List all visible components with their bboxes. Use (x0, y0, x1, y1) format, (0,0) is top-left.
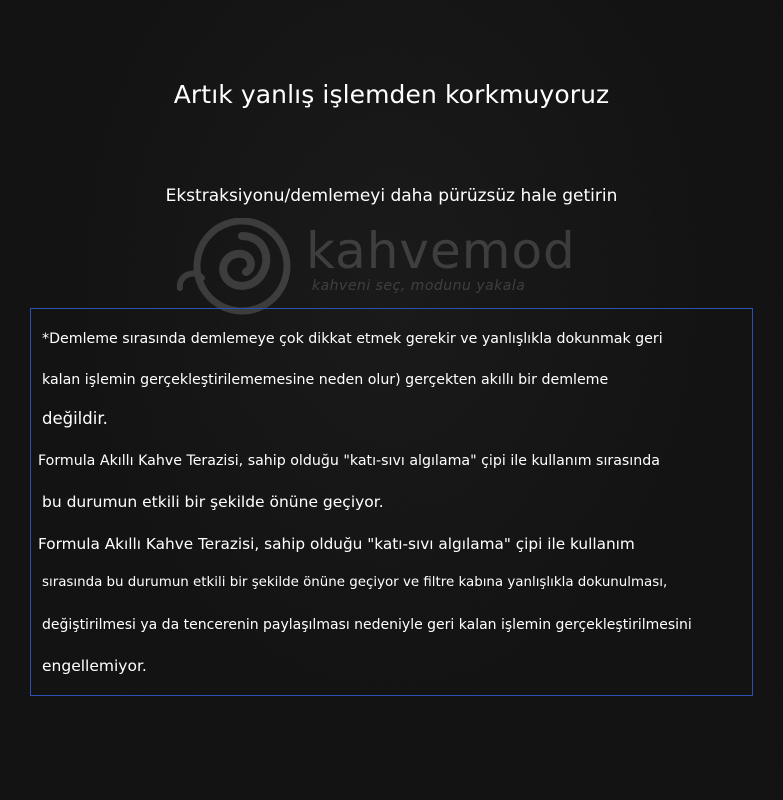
description-box (30, 308, 753, 696)
page-title: Artık yanlış işlemden korkmuyoruz (173, 80, 610, 109)
description-line: *Demleme sırasında demlemeye çok dikkat etmek gerekir ve yanlışlıkla dokunmak geri (42, 331, 663, 347)
description-line: değiştirilmesi ya da tencerenin paylaşılması nedeniyle geri kalan işlemin gerçekleştirilmesini (42, 617, 692, 633)
coffee-swirl-logo-icon (172, 218, 292, 318)
watermark-tagline: kahveni seç, modunu yakala (312, 278, 526, 294)
description-line: kalan işlemin gerçekleştirilememesine neden olur) gerçekten akıllı bir demleme (42, 372, 609, 388)
description-line: Formula Akıllı Kahve Terazisi, sahip olduğu "katı-sıvı algılama" çipi ile kullanım (38, 535, 635, 553)
description-line: sırasında bu durumun etkili bir şekilde önüne geçiyor ve filtre kabına yanlışlıkla dokunulması, (42, 575, 668, 590)
description-line: değildir. (42, 409, 108, 428)
watermark-brand-name: kahvemod (306, 222, 576, 280)
description-line: Formula Akıllı Kahve Terazisi, sahip olduğu "katı-sıvı algılama" çipi ile kullanım sırasında (38, 453, 660, 469)
description-line: engellemiyor. (42, 657, 147, 675)
watermark (172, 218, 622, 318)
page-subtitle: Ekstraksiyonu/demlemeyi daha pürüzsüz hale getirin (165, 186, 618, 206)
description-line: bu durumun etkili bir şekilde önüne geçiyor. (42, 493, 384, 511)
